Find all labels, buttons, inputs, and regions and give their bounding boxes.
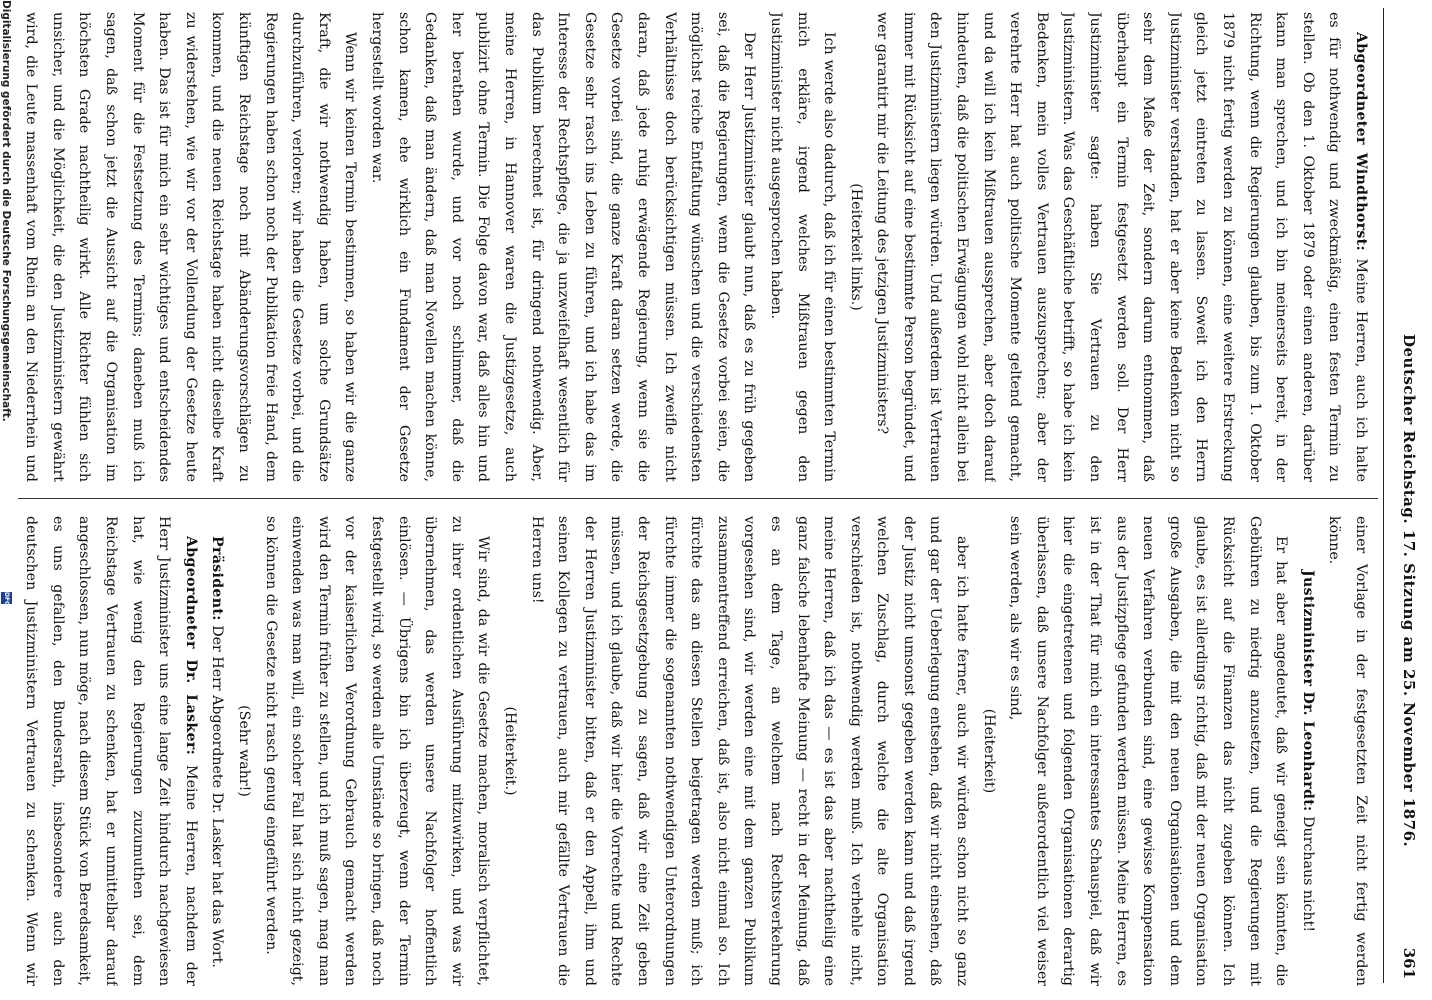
page-number: 361	[1400, 947, 1418, 979]
paragraph-text: Meine Herren, nachdem der Herr Justizminister uns eine lange Zeit hindurch nachgewiesen hat, wie wenig den Regierungen zuzumuthen sei, dem Reichstage Vertrauen zu schenken, hat er unmittelbar darauf angeschlossen, nun möge, nach diesem Stück von Beredsamkeit, es uns gefallen, den Bundesrath, insbesondere auch den deutschen Justizministern Vertrauen zu schenken. Wenn wir	[23, 516, 199, 986]
paragraph	[204, 516, 231, 986]
paragraph-text: aber ich hatte ferner, auch wir würden schon nicht so ganz und gar der Ueberlegung entsehen, daß wir nicht einsehen, daß der Justiz nicht umsonst gegeben werden kann und daß irgend welchen Zuschlag, durch welche die alte Organisation verschieden ist, nothwendig werden muß. Ich verhehle nicht, meine Herren, daß ich das — es ist das aber nachtheilig eine ganz falsche lebenhafte Meinung — recht in der Meinung, daß es an dem Tage, an welchem nach Rechtsverkehrung vorgesehen sind, wir werden eine mit dem ganzen Publikum zusammentreffend erreichen, daß ist, also nicht einmal so. Ich fürchte das an diesen Stellen beigetragen werden muß; ich fürchte immer die sogenannten nothwendigen Unterordnungen der Reichsgesetzgebung zu sagen, daß wir eine Zeit geben müssen, und ich glaube, daß wir hier die Vorrechte und Rechte der Herren Justizminister bitten, daß er den Appell, ihm und seinen Kollegen zu vertrauen, auch mir gefällte Vertrauen die Herren uns!	[528, 516, 971, 986]
dfg-logo: DFG	[3, 592, 10, 607]
paragraph-text: einer Vorlage in der festgesetzten Zeit nicht fertig werden könne.	[1326, 516, 1369, 986]
interjection: (Heiterkeit.)	[502, 706, 518, 796]
speaker-name: Justizminister Dr. Leonhardt:	[1299, 569, 1316, 812]
paragraph-text: Er hat aber angedeutet, daß wir geneigt sein könnten, die Gebühren zu niedrig anzusetzen, und die Regierungen mit Rücksicht auf die Finanzen das nicht zugeben können. Ich glaube, es ist allerdings richtig, daß mit der neuen Organisation große Ausgaben, die mit den neuen Organisationen und dem neuen Verfahren verbunden sind, eine gewisse Kompensation aus der Justizpflege gefunden werden müssen. Meine Herren, es ist in der That für mich ein interessantes Schauspiel, daß wir hier die eingetretenen und folgenden Organisationen derartig überlassen, daß unsere Nachfolger außerordentlich viel weiser sein werden, als wir es sind,	[1007, 516, 1290, 986]
paragraph-text: Durchaus nicht!	[1299, 816, 1316, 933]
paragraph	[14, 516, 204, 986]
digitization-note: Digitalisierung gefördert durch die Deutsche Forschungsgemeinschaft.	[0, 0, 12, 422]
page-header	[1392, 14, 1432, 979]
left-column	[14, 12, 1374, 482]
interjection: (Sehr wahr!)	[236, 705, 253, 797]
paragraph	[363, 12, 762, 482]
paragraph-text: Meine Herren, auch ich halte es für nothwendig und zweckmäßig, einen festen Termin zu stellen. Ob den 1. Oktober 1879 oder einen anderen, darüber kann man sprechen, und ich bin meinerseits bereit, in der Richtung, wenn die Regierungen glauben, bis zum 1. Oktober 1879 nicht fertig werden zu können, eine weitere Erstreckung gleich jetzt eintreten zu lassen. Soweit ich den Herrn Justizminister verstanden, hat er aber keine Bedenken nicht so sehr dem Maße der Zeit, sondern darum entnommen, daß überhaupt ein Termin festgesetzt werden soll. Der Herr Justizminister sagte: haben Sie Vertrauen zu den Justizministern. Was das Geschäftliche betrifft, so habe ich kein Bedenken, mein volles Vertrauen auszusprechen; aber der verehrte Herr hat auch politische Momente geltend gemacht, und da will ich kein Mißtrauen aussprechen, aber doch darauf hindeuten, daß die politischen Erwägungen wohl nicht allein bei den Justizministern liegen würden. Und außerdem ist Vertrauen immer mit Rücksicht auf eine bestimmte Person begründet, und wer garantirt mir die Leitung des jetzigen Justizministers?	[874, 12, 1369, 482]
paragraph-text: Der Herr Abgeordnete Dr. Lasker hat das Wort.	[209, 625, 226, 968]
footer	[0, 0, 12, 1000]
paragraph	[1294, 516, 1321, 986]
paragraph	[1002, 516, 1295, 986]
paragraph	[14, 12, 363, 482]
page-title: Deutscher Reichstag. 17. Sitzung am 25. November 1876.	[1400, 334, 1418, 848]
paragraph-text: Der Herr Justizminister glaubt nun, daß es zu früh gegeben sei, daß die Regierungen, wenn die Gesetze vorbei seien, die möglichst reiche Entfaltung wünschen und die verschiedensten Verhältnisse doch berücksichtigen müssen. Ich zweifle nicht daran, daß jede ruhig erwägende Regierung, wenn sie die Gesetze vorbei sind, die ganze Kraft daran setzen werde, die Gesetze sehr rasch ins Leben zu führen, und ich habe das im Interesse der Rechtspflege, die ja unzweifelhaft wesentlich für das Publikum berechnet ist, für dringend nothwendig. Aber, meine Herren, in Hannover waren die Justizgesetze, auch publizirt ohne Termin. Die Folge davon war, daß alles hin und her berathen wurde, und vor noch schlimmer, daß die Gedanken, daß man ändern, daß man Novellen machen könne, schon kamen, ehe wirklich ein Fundament der Gesetze hergestellt worden war.	[369, 12, 758, 482]
paragraph-text: Wir sind, da wir die Gesetze machen, moralisch verpflichtet, zu ihrer ordentlichen Ausführung mitzuwirken, und was wir übernehmen, das werden unsere Nachfolger hoffentlich einlösen. — Übrigens bin ich überzeugt, wenn der Termin festgestellt wird, so werden alle Umstände so bringen, daß noch vor der kaiserlichen Verordnung Gebrauch gemacht werden wird den Termin früher zu stellen, und ich muß sagen, mag man einwenden was man will, ein solcher Fall hat sich nicht gezeigt, so können die Gesetze nicht rasch genug eingeführt werden.	[262, 516, 492, 986]
speaker-name: Präsident:	[209, 536, 226, 621]
paragraph	[523, 516, 975, 986]
interjection: (Heiterkeit)	[980, 708, 997, 794]
paragraph	[869, 12, 1374, 482]
interjection: (Heiterkeit links.)	[847, 183, 864, 311]
header-rule	[1383, 8, 1384, 983]
right-column	[14, 516, 1374, 986]
paragraph-text: Wenn wir keinen Termin bestimmen, so haben wir die ganze Kraft, die wir nothwendig haben, um solche Grundsätze durchzuführen, verloren; wir haben die Gesetze vorbei, und die Regierungen haben schon noch der Publikation freie Hand, dem künftigen Reichstage noch mit Abänderungsvorschlägen zu kommen, und die neuen Reichstage haben nicht dieselbe Kraft zu widerstehen, wie wir vor der Vollendung der Gesetze heute haben. Das ist für mich ein sehr wichtiges und entscheidendes Moment für die Festsetzung des Termins; daneben muß ich sagen, daß schon jetzt die Aussicht auf die Organisation im höchsten Grade nachtheilig wirkt. Alle Richter fühlen sich unsicher, und die Möglichkeit, die den Justizministern gewährt wird, die Leute massenhaft vom Rhein an den Niederrhein und	[23, 12, 359, 482]
column-divider	[18, 498, 1378, 499]
paragraph	[762, 12, 842, 482]
paragraph	[1321, 516, 1374, 986]
paragraph-text: Ich werde also dadurch, daß ich für einen bestimmten Termin mich erkläre, irgend welches Mißtrauen gegen den Justizminister nicht ausgesprochen haben.	[767, 12, 838, 482]
paragraph	[257, 516, 496, 986]
speaker-name: Abgeordneter Dr. Lasker:	[182, 536, 199, 756]
speaker-name: Abgeordneter Windthorst:	[1353, 32, 1369, 252]
